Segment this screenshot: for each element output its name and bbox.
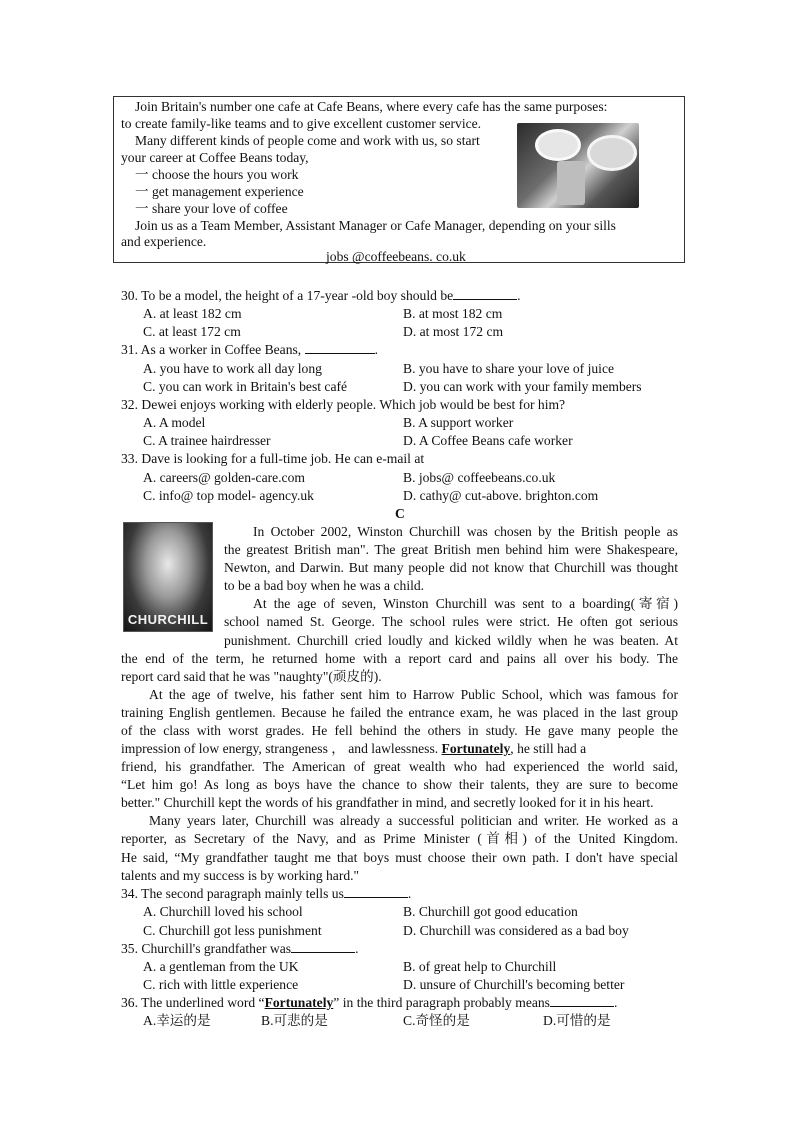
q32-option-c[interactable]: C. A trainee hairdresser xyxy=(143,433,271,448)
p4-line-2: reporter, as Secretary of the Navy, and as Prime Minister (首相) of the United Kingdom. xyxy=(121,831,678,846)
q33-option-c[interactable]: C. info@ top model- agency.uk xyxy=(143,488,314,503)
q36-underlined-word: Fortunately xyxy=(264,995,334,1010)
q31-option-a[interactable]: A. you have to work all day long xyxy=(143,361,322,376)
ad-line-1: Join Britain's number one cafe at Cafe Beans, where every cafe has the same purposes: xyxy=(135,99,608,114)
q36-option-a[interactable]: A.幸运的是 xyxy=(143,1013,211,1028)
q30-option-d[interactable]: D. at most 172 cm xyxy=(403,324,504,339)
p2-line-1: At the age of seven, Winston Churchill was sent to a boarding(寄宿) xyxy=(253,596,678,611)
question-36: 36. The underlined word “Fortunately” in the third paragraph probably means . xyxy=(121,995,618,1010)
ad-bullet-hours: 一 choose the hours you work xyxy=(135,167,299,182)
ad-line-9: and experience. xyxy=(121,234,207,249)
q35-option-d[interactable]: D. unsure of Churchill's becoming better xyxy=(403,977,625,992)
ad-email: jobs @coffeebeans. co.uk xyxy=(326,249,466,264)
q31-option-b[interactable]: B. you have to share your love of juice xyxy=(403,361,615,376)
ad-line-8: Join us as a Team Member, Assistant Manager or Cafe Manager, depending on your sills xyxy=(135,218,616,233)
ad-bullet-coffee: 一 share your love of coffee xyxy=(135,201,288,216)
q34-option-d[interactable]: D. Churchill was considered as a bad boy xyxy=(403,923,629,938)
p2-line-3: punishment. Churchill cried loudly and kicked wildly when he was beaten. At xyxy=(224,633,678,648)
p3-line-7: better." Churchill kept the words of his grandfather in mind, and secretly looked for it in his heart. xyxy=(121,795,654,810)
q33-option-d[interactable]: D. cathy@ cut-above. brighton.com xyxy=(403,488,599,503)
coffee-cups-photo xyxy=(517,123,639,208)
p3-line-6: “Let him go! As long as boys have the chance to show their talents, they are sure to become xyxy=(121,777,678,792)
section-heading-c: C xyxy=(395,506,405,521)
q34-option-c[interactable]: C. Churchill got less punishment xyxy=(143,923,322,938)
p4-line-4: talents and my success is by working hard." xyxy=(121,868,360,883)
question-33: 33. Dave is looking for a full-time job. He can e-mail at xyxy=(121,451,425,466)
underlined-word-fortunately: Fortunately xyxy=(441,741,511,756)
q35-option-b[interactable]: B. of great help to Churchill xyxy=(403,959,557,974)
p2-line-4: the end of the term, he returned home with a report card and pains all over his body. The xyxy=(121,651,678,666)
p3-line-3: of the class with worst grades. He fell behind the others in study. He gave many people the xyxy=(121,723,678,738)
p1-line-4: to be a bad boy when he was a child. xyxy=(224,578,425,593)
question-34: 34. The second paragraph mainly tells us . xyxy=(121,886,412,901)
p3-line-1: At the age of twelve, his father sent him to Harrow Public School, which was famous for xyxy=(149,687,678,702)
portrait-caption: CHURCHILL xyxy=(127,611,209,627)
question-30: 30. To be a model, the height of a 17-year -old boy should be . xyxy=(121,288,521,303)
q36-option-c[interactable]: C.奇怪的是 xyxy=(403,1013,470,1028)
q35-option-c[interactable]: C. rich with little experience xyxy=(143,977,299,992)
p4-line-1: Many years later, Churchill was already a successful politician and writer. He worked as a xyxy=(149,813,678,828)
p3-line-4: impression of low energy, strangeness ， and lawlessness. Fortunately, he still had a xyxy=(121,741,587,756)
p1-line-3: Newton, and Darwin. But many people did not know that Churchill was thought xyxy=(224,560,678,575)
question-31: 31. As a worker in Coffee Beans, . xyxy=(121,342,379,357)
q32-option-d[interactable]: D. A Coffee Beans cafe worker xyxy=(403,433,573,448)
q36-option-d[interactable]: D.可惜的是 xyxy=(543,1013,611,1028)
p4-line-3: He said, “My grandfather taught me that boys must choose their own path. I don't have special xyxy=(121,850,678,865)
question-32: 32. Dewei enjoys working with elderly people. Which job would be best for him? xyxy=(121,397,566,412)
q33-option-b[interactable]: B. jobs@ coffeebeans.co.uk xyxy=(403,470,556,485)
q34-option-a[interactable]: A. Churchill loved his school xyxy=(143,904,303,919)
p3-line-2: training English gentlemen. Because he failed the entrance exam, he was placed in the last group xyxy=(121,705,678,720)
question-35: 35. Churchill's grandfather was . xyxy=(121,941,359,956)
q31-option-c[interactable]: C. you can work in Britain's best café xyxy=(143,379,348,394)
p1-line-1: In October 2002, Winston Churchill was chosen by the British people as xyxy=(253,524,678,539)
q35-option-a[interactable]: A. a gentleman from the UK xyxy=(143,959,299,974)
q30-option-b[interactable]: B. at most 182 cm xyxy=(403,306,503,321)
ad-bullet-management: 一 get management experience xyxy=(135,184,304,199)
p2-line-5: report card said that he was "naughty"(顽皮的). xyxy=(121,669,382,684)
ad-line-2: to create family-like teams and to give excellent customer service. xyxy=(121,116,482,131)
q32-option-b[interactable]: B. A support worker xyxy=(403,415,514,430)
ad-line-4: your career at Coffee Beans today, xyxy=(121,150,309,165)
p1-line-2: the greatest British man". The great British men behind him were Shakespeare, xyxy=(224,542,678,557)
q30-option-a[interactable]: A. at least 182 cm xyxy=(143,306,242,321)
q30-option-c[interactable]: C. at least 172 cm xyxy=(143,324,241,339)
q31-option-d[interactable]: D. you can work with your family members xyxy=(403,379,642,394)
q34-option-b[interactable]: B. Churchill got good education xyxy=(403,904,578,919)
q36-option-b[interactable]: B.可悲的是 xyxy=(261,1013,328,1028)
p3-line-5: friend, his grandfather. The American of great wealth who had experienced the world said, xyxy=(121,759,678,774)
q32-option-a[interactable]: A. A model xyxy=(143,415,206,430)
churchill-portrait xyxy=(123,522,213,632)
q33-option-a[interactable]: A. careers@ golden-care.com xyxy=(143,470,305,485)
ad-line-3: Many different kinds of people come and work with us, so start xyxy=(135,133,480,148)
p2-line-2: school named St. George. The school rules were strict. He often got serious xyxy=(224,614,678,629)
